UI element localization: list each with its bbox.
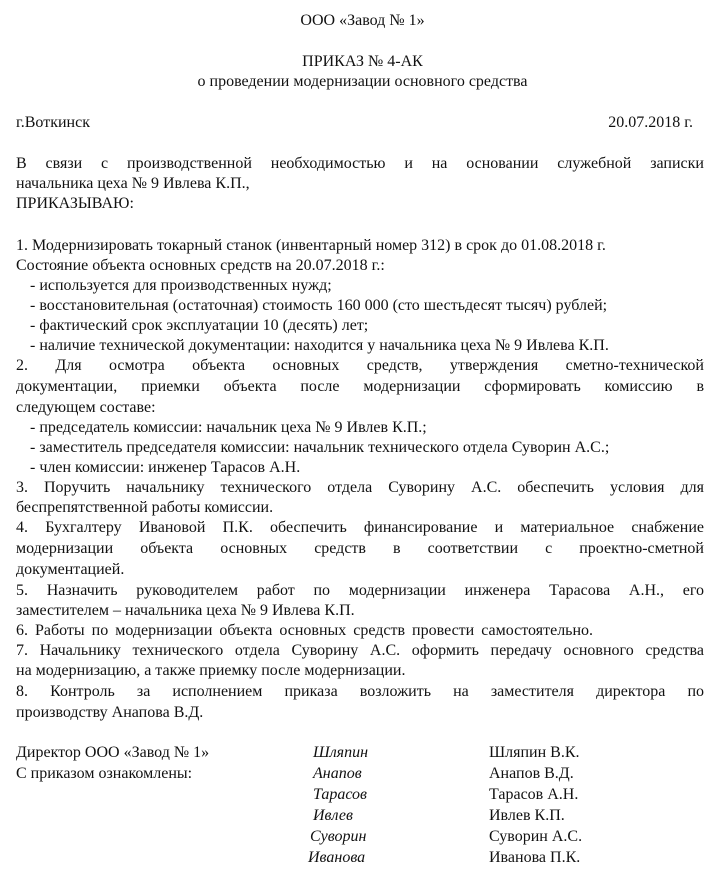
item-1-line: 1. Модернизировать токарный станок (инвентарный номер 312) в срок до 01.08.2018 г. [16,237,606,254]
item-8-line: 8. Контроль за исполнением приказа возложить на заместителя директора по [16,683,704,700]
item-8-line: производству Анапова В.Д. [16,704,204,721]
item-4-line: документацией. [16,561,125,578]
item-5-line: 5. Назначить руководителем работ по модернизации инженера Тарасова А.Н., его [16,582,704,599]
signatory-name: Суворин А.С. [489,828,583,845]
place: г.Воткинск [16,114,90,131]
item-6-line: 6. Работы по модернизации объекта основных средств провести самостоятельно. [16,622,594,639]
item-2-bullet: - заместитель председателя комиссии: начальник технического отдела Суворин А.С.; [30,439,610,456]
handwritten-signature: Ивлев [313,807,353,824]
company-name: ООО «Завод № 1» [300,12,425,29]
item-2-line: 2. Для осмотра объекта основных средств, утверждения сметно-технической [16,357,704,374]
item-7-line: на модернизацию, а также приемку после модернизации. [16,662,406,679]
item-1-bullet: - восстановительная (остаточная) стоимость 160 000 (сто шестьдесят тысяч) рублей; [30,297,608,314]
handwritten-signature: Шляпин [313,744,369,761]
intro-line: В связи с производственной необходимостью и на основании служебной записки [16,155,704,172]
item-4-line: модернизации объекта основных средств в соответствии с проектно-сметной [16,540,704,557]
director-label: Директор ООО «Завод № 1» [16,744,210,761]
acknowledged-label: С приказом ознакомлены: [16,765,193,782]
item-2-bullet: - член комиссии: инженер Тарасов А.Н. [30,459,301,476]
item-3-line: беспрепятственной работы комиссии. [16,499,274,516]
item-1-bullet: - наличие технической документации: находится у начальника цеха № 9 Ивлева К.П. [30,337,609,354]
handwritten-signature: Суворин [310,828,367,845]
item-1-bullet: - фактический срок эксплуатации 10 (десять) лет; [30,317,369,334]
order-subtitle: о проведении модернизации основного средства [197,73,528,90]
order-word: ПРИКАЗЫВАЮ: [16,195,134,212]
signatory-name: Иванова П.К. [489,849,581,866]
signatory-name: Анапов В.Д. [489,765,574,782]
item-1-line: Состояние объекта основных средств на 20.07.2018 г.: [16,257,385,274]
intro-line: начальника цеха № 9 Ивлева К.П., [16,175,250,192]
date: 20.07.2018 г. [608,114,693,131]
item-4-line: 4. Бухгалтеру Ивановой П.К. обеспечить финансирование и материальное снабжение [16,519,704,536]
item-2-bullet: - председатель комиссии: начальник цеха № 9 Ивлев К.П.; [30,419,427,436]
signatory-name: Ивлев К.П. [489,807,565,824]
item-5-line: заместителем – начальника цеха № 9 Ивлева К.П. [16,602,355,619]
order-title: ПРИКАЗ № 4-АК [302,53,423,70]
item-1-bullet: - используется для производственных нужд; [30,277,332,294]
item-7-line: 7. Начальнику технического отдела Суворину А.С. оформить передачу основного средства [16,642,704,659]
item-2-line: документации, приемки объекта после модернизации сформировать комиссию в [16,378,704,395]
signatory-name: Тарасов А.Н. [489,786,579,803]
handwritten-signature: Иванова [308,849,366,866]
signatory-name: Шляпин В.К. [489,744,580,761]
handwritten-signature: Анапов [313,765,362,782]
item-2-line: следующем составе: [16,399,156,416]
item-3-line: 3. Поручить начальнику технического отдела Суворину А.С. обеспечить условия для [16,479,704,496]
handwritten-signature: Тарасов [313,786,367,803]
